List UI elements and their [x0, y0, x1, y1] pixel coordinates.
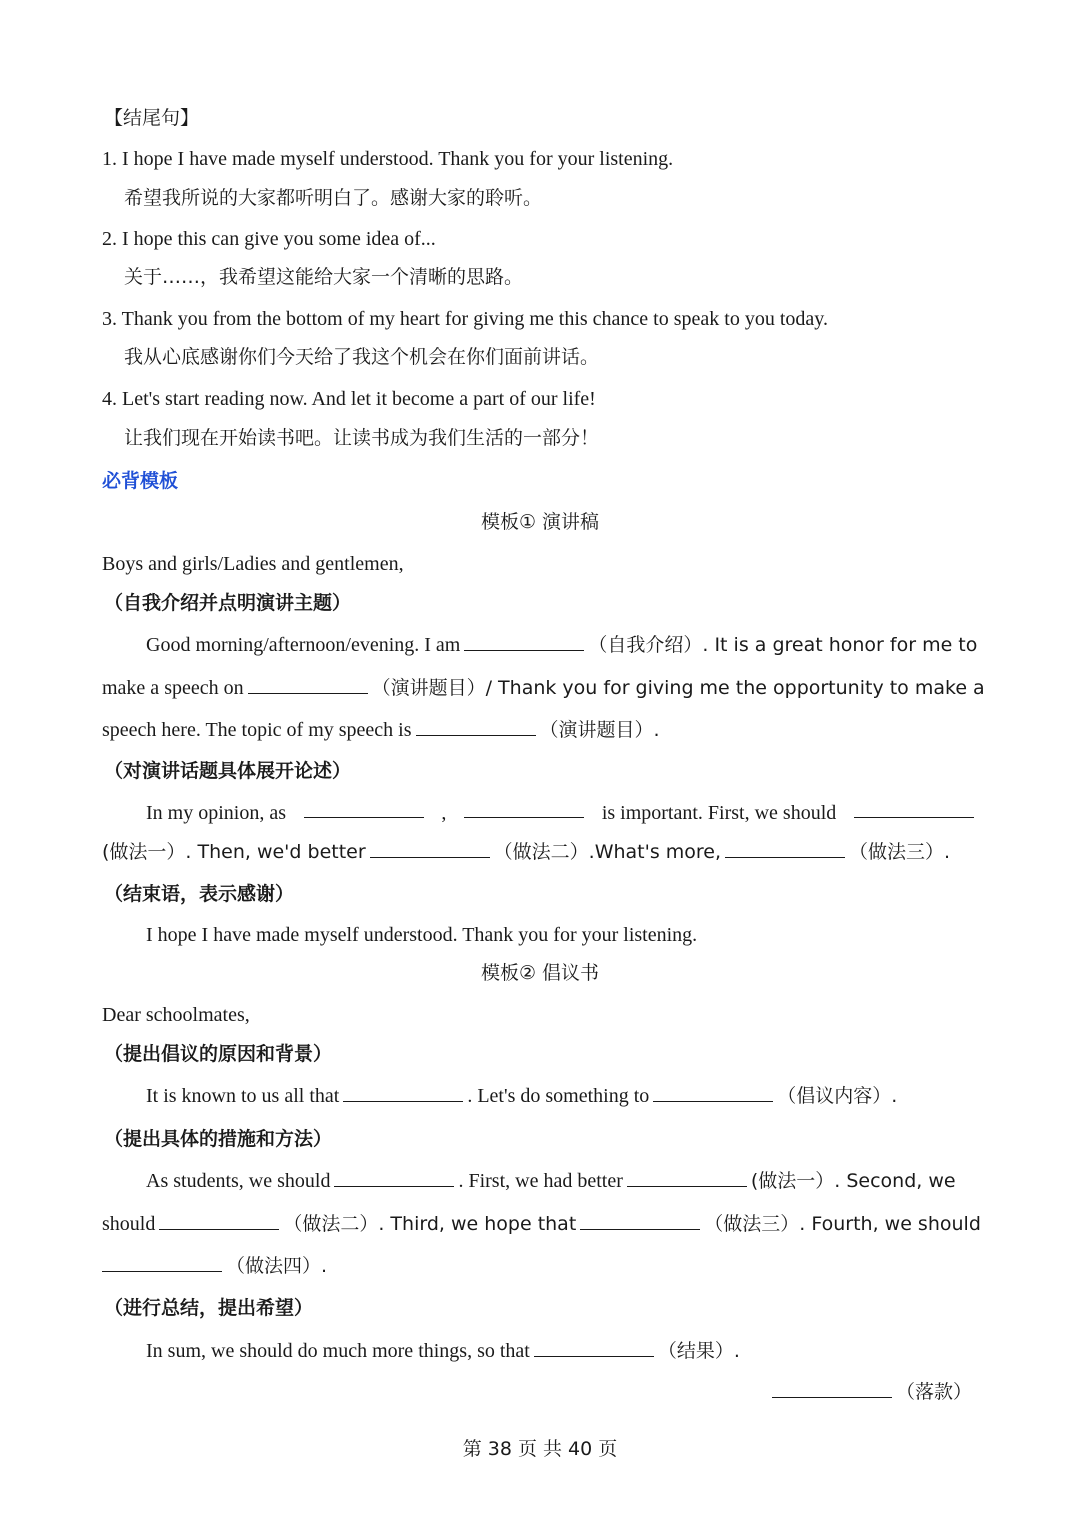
- template-2-salutation: Dear schoolmates,: [102, 1004, 250, 1026]
- template-1-para-3: I hope I have made myself understood. Thank you for your listening.: [146, 924, 698, 946]
- blank-field: [159, 1211, 279, 1230]
- blank-field: [725, 839, 845, 858]
- template-2-section-3: （进行总结，提出希望）: [104, 1297, 314, 1319]
- closing-item-1-cn: 希望我所说的大家都听明白了。感谢大家的聆听。: [124, 187, 543, 209]
- blank-field: [653, 1083, 773, 1102]
- template-1-section-3: （结束语，表示感谢）: [104, 883, 295, 905]
- blank-field: [464, 799, 584, 818]
- template-1-section-2: （对演讲话题具体展开论述）: [104, 760, 352, 782]
- closing-item-2-cn: 关于……，我希望这能给大家一个清晰的思路。: [124, 266, 524, 288]
- t1-p1b: （自我介绍）. It is a great honor for me to: [588, 634, 978, 656]
- template-2-para-2-line-1: [146, 1167, 978, 1195]
- t1-p2f: （做法三）.: [849, 841, 951, 863]
- blank-field: [343, 1083, 463, 1102]
- t2-p1a: It is known to us all that: [146, 1085, 340, 1107]
- t2-p2b: . First, we had better: [458, 1170, 623, 1192]
- blank-field: [464, 632, 584, 651]
- t2-p3a: In sum, we should do much more things, so that: [146, 1340, 530, 1362]
- t2-sign: （落款）: [896, 1381, 973, 1403]
- t2-p2a: As students, we should: [146, 1170, 331, 1192]
- blank-field: [534, 1338, 654, 1357]
- blank-field: [772, 1379, 892, 1398]
- t1-p1e: speech here. The topic of my speech is: [102, 719, 412, 741]
- template-1-para-2-line-2: [102, 838, 950, 866]
- t2-p2e: （做法二）. Third, we hope that: [283, 1213, 577, 1235]
- page-footer: 第 38 页 共 40 页: [462, 1438, 618, 1460]
- t1-p2c: is important. First, we should: [601, 802, 837, 824]
- t1-p1a: Good morning/afternoon/evening. I am: [146, 634, 461, 656]
- blank-field: [627, 1168, 747, 1187]
- template-2-para-2-line-2: [102, 1210, 981, 1238]
- template-2-para-1: [146, 1082, 897, 1110]
- t2-p1b: . Let's do something to: [467, 1085, 650, 1107]
- t1-p1f: （演讲题目）.: [539, 719, 660, 741]
- t2-p2f: （做法三）. Fourth, we should: [704, 1213, 981, 1235]
- t1-p2e: （做法二）.What's more,: [493, 841, 722, 863]
- template-1-para-2-line-1: [146, 799, 978, 827]
- template-1-para-1-line-2: [102, 674, 985, 702]
- t2-p1c: （倡议内容）.: [777, 1085, 898, 1107]
- closing-item-3-cn: 我从心底感谢你们今天给了我这个机会在你们面前讲话。: [124, 346, 600, 368]
- t2-p2g: （做法四）.: [226, 1255, 328, 1277]
- template-1-section-1: （自我介绍并点明演讲主题）: [104, 592, 352, 614]
- t1-p2d: (做法一）. Then, we'd better: [102, 841, 366, 863]
- closing-header: 【结尾句】: [104, 107, 200, 129]
- template-2-para-3: [146, 1337, 740, 1365]
- template-1-title: 模板① 演讲稿: [480, 511, 600, 533]
- closing-item-2-en: 2. I hope this can give you some idea of...: [102, 228, 436, 250]
- blank-field: [580, 1211, 700, 1230]
- template-2-title: 模板② 倡议书: [480, 962, 600, 984]
- template-1-para-1-line-3: [102, 716, 660, 744]
- closing-item-4-cn: 让我们现在开始读书吧。让读书成为我们生活的一部分！: [124, 427, 600, 449]
- blank-field: [248, 675, 368, 694]
- template-2-section-1: （提出倡议的原因和背景）: [104, 1043, 333, 1065]
- template-2-section-2: （提出具体的措施和方法）: [104, 1128, 333, 1150]
- template-2-para-2-line-3: [102, 1252, 327, 1280]
- template-1-salutation: Boys and girls/Ladies and gentlemen,: [102, 553, 404, 575]
- closing-item-4-en: 4. Let's start reading now. And let it become a part of our life!: [102, 388, 596, 410]
- closing-item-3-en: 3. Thank you from the bottom of my heart for giving me this chance to speak to you today.: [102, 308, 828, 330]
- template-1-para-1-line-1: [146, 631, 978, 659]
- blank-field: [102, 1253, 222, 1272]
- t2-p2d: should: [102, 1213, 156, 1235]
- blank-field: [334, 1168, 454, 1187]
- t2-p3b: （结果）.: [657, 1340, 740, 1362]
- template-2-signature: [772, 1378, 972, 1406]
- closing-item-1-en: 1. I hope I have made myself understood. Thank you for your listening.: [102, 148, 674, 170]
- blank-field: [854, 799, 974, 818]
- t2-p2c: (做法一）. Second, we: [750, 1170, 956, 1192]
- t1-p2b: ,: [441, 802, 447, 824]
- blank-field: [370, 839, 490, 858]
- blank-field: [304, 799, 424, 818]
- t1-p2a: In my opinion, as: [146, 802, 286, 824]
- t1-p1c: make a speech on: [102, 677, 244, 699]
- t1-p1d: （演讲题目）/ Thank you for giving me the opportunity to make a: [371, 677, 985, 699]
- blank-field: [416, 717, 536, 736]
- template-heading: 必背模板: [102, 470, 179, 492]
